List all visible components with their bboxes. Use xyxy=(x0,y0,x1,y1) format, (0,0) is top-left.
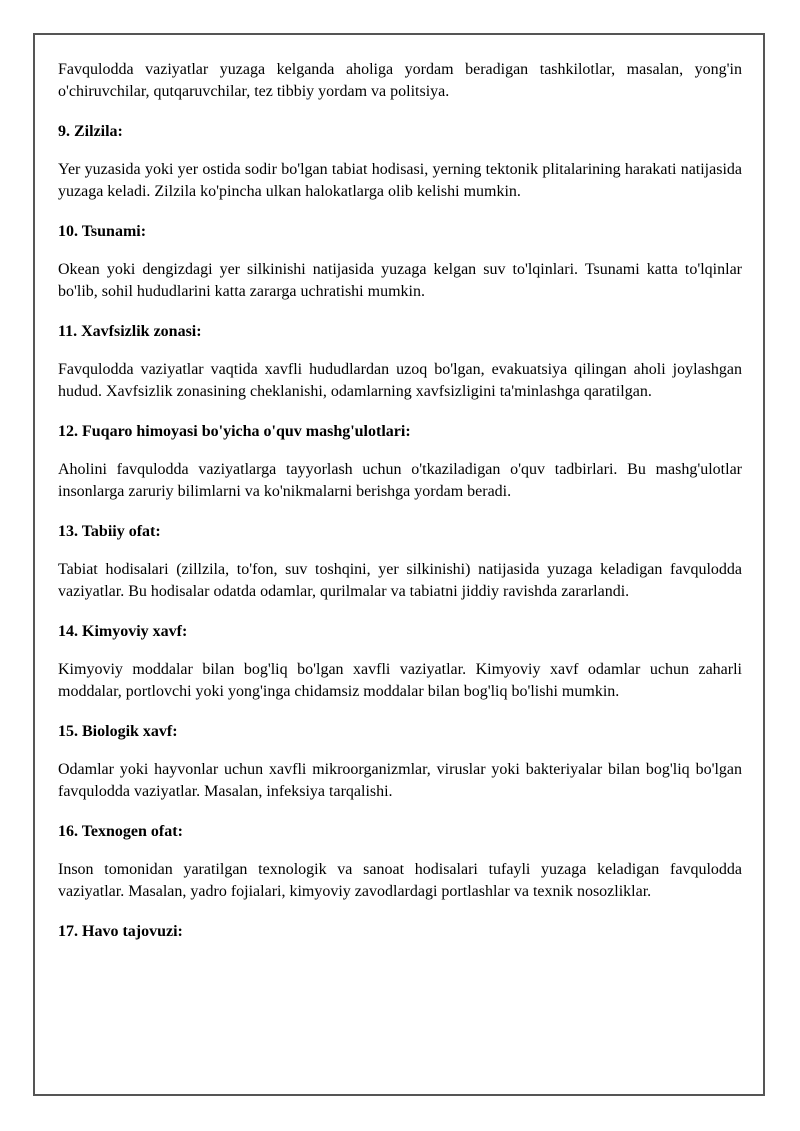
section-text-tabiiy-ofat: Tabiat hodisalari (zillzila, to'fon, suv toshqini, yer silkinishi) natijasida yuzaga keladigan favqulodda vaziyatlar. Bu hodisalar odatda odamlar, qurilmalar va tabiatni jiddiy ravishda zararlandi. xyxy=(58,561,742,600)
section-heading-kimyoviy-xavf: 14. Kimyoviy xavf: xyxy=(58,623,188,640)
document-body xyxy=(58,59,742,943)
section-text-biologik-xavf: Odamlar yoki hayvonlar uchun xavfli mikroorganizmlar, viruslar yoki bakteriyalar bilan bog'liq bo'lgan favqulodda vaziyatlar. Masalan, infeksiya tarqalishi. xyxy=(58,761,742,800)
section-heading-fuqaro-himoyasi: 12. Fuqaro himoyasi bo'yicha o'quv mashg'ulotlari: xyxy=(58,423,411,440)
section-heading-tabiiy-ofat: 13. Tabiiy ofat: xyxy=(58,523,161,540)
section-heading-havo-tajovuzi: 17. Havo tajovuzi: xyxy=(58,923,183,940)
intro-paragraph: Favqulodda vaziyatlar yuzaga kelganda aholiga yordam beradigan tashkilotlar, masalan, yong'in o'chiruvchilar, qutqaruvchilar, tez tibbiy yordam va politsiya. xyxy=(58,61,742,100)
section-heading-tsunami: 10. Tsunami: xyxy=(58,223,147,240)
section-text-xavfsizlik-zonasi: Favqulodda vaziyatlar vaqtida xavfli hududlardan uzoq bo'lgan, evakuatsiya qilingan aholi joylashgan hudud. Xavfsizlik zonasining cheklanishi, odamlarning xavfsizligini ta'minlashga qaratilgan. xyxy=(58,361,742,400)
section-heading-zilzila: 9. Zilzila: xyxy=(58,123,123,140)
section-text-fuqaro-himoyasi: Aholini favqulodda vaziyatlarga tayyorlash uchun o'tkaziladigan o'quv tadbirlari. Bu mashg'ulotlar insonlarga zaruriy bilimlarni va ko'nikmalarni berishga yordam beradi. xyxy=(58,461,742,500)
section-heading-biologik-xavf: 15. Biologik xavf: xyxy=(58,723,178,740)
section-heading-texnogen-ofat: 16. Texnogen ofat: xyxy=(58,823,183,840)
section-text-zilzila: Yer yuzasida yoki yer ostida sodir bo'lgan tabiat hodisasi, yerning tektonik plitalarining harakati natijasida yuzaga keladi. Zilzila ko'pincha ulkan halokatlarga olib kelishi mumkin. xyxy=(58,161,742,200)
section-heading-xavfsizlik-zonasi: 11. Xavfsizlik zonasi: xyxy=(58,323,202,340)
section-text-texnogen-ofat: Inson tomonidan yaratilgan texnologik va sanoat hodisalari tufayli yuzaga keladigan favqulodda vaziyatlar. Masalan, yadro fojialari, kimyoviy zavodlardagi portlashlar va texnik nosozliklar. xyxy=(58,861,742,900)
section-text-tsunami: Okean yoki dengizdagi yer silkinishi natijasida yuzaga kelgan suv to'lqinlari. Tsunami katta to'lqinlar bo'lib, sohil hududlarini katta zararga uchratishi mumkin. xyxy=(58,261,742,300)
section-text-kimyoviy-xavf: Kimyoviy moddalar bilan bog'liq bo'lgan xavfli vaziyatlar. Kimyoviy xavf odamlar uchun zaharli moddalar, portlovchi yoki yong'inga chidamsiz moddalar bilan bog'liq bo'lishi mumkin. xyxy=(58,661,742,700)
